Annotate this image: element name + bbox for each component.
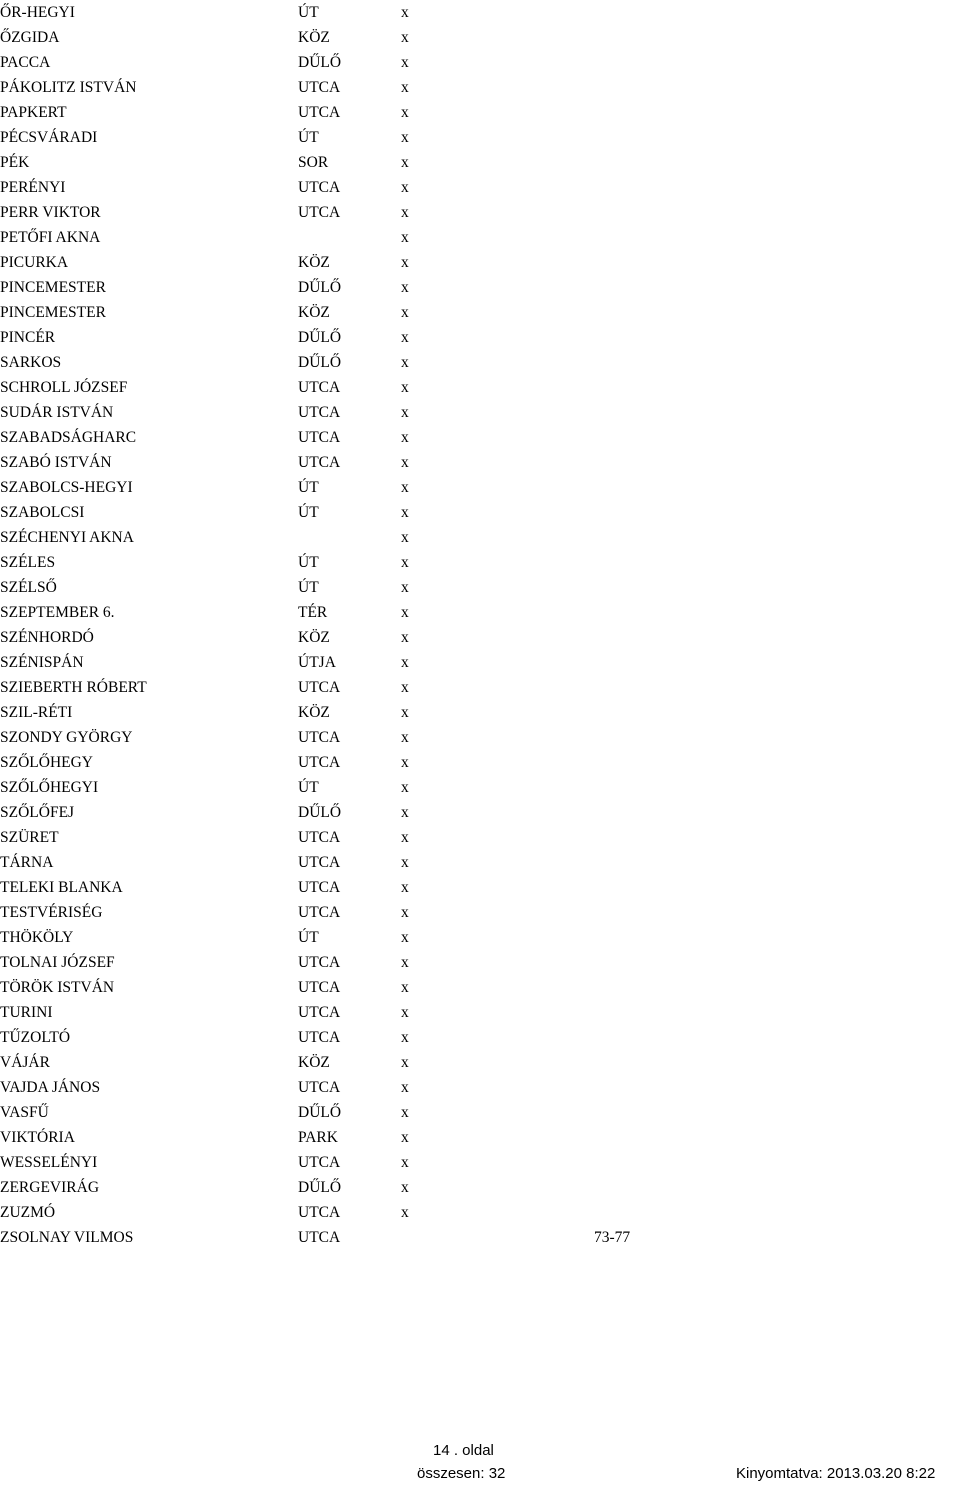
street-type: UTCA <box>298 404 341 421</box>
table-row <box>0 575 960 600</box>
table-row <box>0 525 960 550</box>
table-row <box>0 625 960 650</box>
x-mark: x <box>401 679 409 696</box>
street-name: TESTVÉRISÉG <box>0 904 103 921</box>
total-count: összesen: 32 <box>417 1465 506 1482</box>
x-mark: x <box>401 29 409 46</box>
street-type: UTCA <box>298 1079 341 1096</box>
x-mark: x <box>401 779 409 796</box>
x-mark: x <box>401 4 409 21</box>
table-row <box>0 1100 960 1125</box>
x-mark: x <box>401 1079 409 1096</box>
table-row <box>0 300 960 325</box>
x-mark: x <box>401 104 409 121</box>
x-mark: x <box>401 429 409 446</box>
table-row <box>0 350 960 375</box>
street-name: SZÉNHORDÓ <box>0 629 94 646</box>
table-row <box>0 225 960 250</box>
street-name: PÉCSVÁRADI <box>0 129 98 146</box>
street-type: UTCA <box>298 979 341 996</box>
street-type: DŰLŐ <box>298 279 342 296</box>
street-name: VÁJÁR <box>0 1054 50 1071</box>
table-row <box>0 1125 960 1150</box>
x-mark: x <box>401 1204 409 1221</box>
table-row <box>0 825 960 850</box>
x-mark: x <box>401 929 409 946</box>
x-mark: x <box>401 129 409 146</box>
x-mark: x <box>401 829 409 846</box>
x-mark: x <box>401 804 409 821</box>
street-type: ÚT <box>298 579 319 596</box>
street-name: SZABOLCS-HEGYI <box>0 479 133 496</box>
street-type: UTCA <box>298 1029 341 1046</box>
street-name: PÉK <box>0 154 30 171</box>
x-mark: x <box>401 954 409 971</box>
street-name: PACCA <box>0 54 51 71</box>
x-mark: x <box>401 729 409 746</box>
x-mark: x <box>401 554 409 571</box>
street-name: PINCEMESTER <box>0 304 106 321</box>
street-type: ÚT <box>298 929 319 946</box>
street-name: SZIEBERTH RÓBERT <box>0 679 147 696</box>
street-name: VASFŰ <box>0 1104 49 1121</box>
table-row <box>0 175 960 200</box>
table-row <box>0 475 960 500</box>
street-name: SZABOLCSI <box>0 504 85 521</box>
street-name: SZONDY GYÖRGY <box>0 729 133 746</box>
street-type: KÖZ <box>298 704 330 721</box>
table-row <box>0 900 960 925</box>
table-row <box>0 700 960 725</box>
table-row <box>0 450 960 475</box>
x-mark: x <box>401 379 409 396</box>
table-row <box>0 550 960 575</box>
street-name: PICURKA <box>0 254 69 271</box>
street-type: UTCA <box>298 104 341 121</box>
street-type: TÉR <box>298 604 328 621</box>
table-row <box>0 925 960 950</box>
table-row <box>0 1175 960 1200</box>
street-name: SUDÁR ISTVÁN <box>0 404 114 421</box>
street-type: ÚT <box>298 554 319 571</box>
table-row <box>0 75 960 100</box>
table-row <box>0 650 960 675</box>
street-type: DŰLŐ <box>298 329 342 346</box>
table-row <box>0 400 960 425</box>
street-name: SARKOS <box>0 354 62 371</box>
street-name: PINCÉR <box>0 329 56 346</box>
street-name: WESSELÉNYI <box>0 1154 98 1171</box>
x-mark: x <box>401 704 409 721</box>
street-name: TÁRNA <box>0 854 54 871</box>
street-type: UTCA <box>298 1004 341 1021</box>
x-mark: x <box>401 1179 409 1196</box>
x-mark: x <box>401 179 409 196</box>
table-row <box>0 725 960 750</box>
x-mark: x <box>401 1029 409 1046</box>
street-name: TŰZOLTÓ <box>0 1029 71 1046</box>
street-type: KÖZ <box>298 254 330 271</box>
x-mark: x <box>401 529 409 546</box>
street-name: ZUZMÓ <box>0 1204 56 1221</box>
street-name: TOLNAI JÓZSEF <box>0 954 115 971</box>
table-row <box>0 875 960 900</box>
page-number: 14 . oldal <box>433 1442 494 1459</box>
street-type: UTCA <box>298 729 341 746</box>
table-row <box>0 800 960 825</box>
x-mark: x <box>401 229 409 246</box>
house-number-range: 73-77 <box>594 1229 631 1246</box>
street-name: PETŐFI AKNA <box>0 229 101 246</box>
table-row <box>0 1000 960 1025</box>
street-type: UTCA <box>298 204 341 221</box>
table-row <box>0 275 960 300</box>
street-type: KÖZ <box>298 629 330 646</box>
street-type: PARK <box>298 1129 338 1146</box>
table-row <box>0 750 960 775</box>
street-type: DŰLŐ <box>298 1104 342 1121</box>
street-type: UTCA <box>298 854 341 871</box>
x-mark: x <box>401 1104 409 1121</box>
x-mark: x <box>401 79 409 96</box>
street-type: UTCA <box>298 1204 341 1221</box>
street-name: SZABADSÁGHARC <box>0 429 137 446</box>
street-type: ÚT <box>298 4 319 21</box>
street-name: THÖKÖLY <box>0 929 74 946</box>
table-row <box>0 150 960 175</box>
street-type: UTCA <box>298 679 341 696</box>
street-type: SOR <box>298 154 329 171</box>
street-type: UTCA <box>298 179 341 196</box>
street-type: KÖZ <box>298 304 330 321</box>
x-mark: x <box>401 579 409 596</box>
table-row <box>0 50 960 75</box>
table-row <box>0 125 960 150</box>
street-name: SZŐLŐHEGY <box>0 754 93 771</box>
table-row <box>0 950 960 975</box>
x-mark: x <box>401 1004 409 1021</box>
table-row <box>0 500 960 525</box>
street-name: PERR VIKTOR <box>0 204 101 221</box>
street-type: KÖZ <box>298 29 330 46</box>
street-name: SZÉNISPÁN <box>0 654 84 671</box>
street-name: TELEKI BLANKA <box>0 879 123 896</box>
street-name: ZERGEVIRÁG <box>0 1179 100 1196</box>
table-row <box>0 1050 960 1075</box>
street-name: TURINI <box>0 1004 53 1021</box>
table-row <box>0 200 960 225</box>
street-name: SZEPTEMBER 6. <box>0 604 115 621</box>
street-type: DŰLŐ <box>298 354 342 371</box>
x-mark: x <box>401 204 409 221</box>
table-row <box>0 1150 960 1175</box>
street-name: VIKTÓRIA <box>0 1129 75 1146</box>
street-name: PAPKERT <box>0 104 67 121</box>
street-type: UTCA <box>298 379 341 396</box>
table-row <box>0 775 960 800</box>
table-row <box>0 675 960 700</box>
street-type: DŰLŐ <box>298 804 342 821</box>
street-name: SZÉCHENYI AKNA <box>0 529 134 546</box>
x-mark: x <box>401 154 409 171</box>
x-mark: x <box>401 454 409 471</box>
x-mark: x <box>401 304 409 321</box>
street-type: UTCA <box>298 1154 341 1171</box>
street-type: UTCA <box>298 829 341 846</box>
x-mark: x <box>401 329 409 346</box>
page-footer <box>0 1438 960 1484</box>
street-name: ZSOLNAY VILMOS <box>0 1229 134 1246</box>
street-type: ÚT <box>298 129 319 146</box>
table-row <box>0 325 960 350</box>
street-type: DŰLŐ <box>298 1179 342 1196</box>
street-type: ÚT <box>298 779 319 796</box>
street-name: ŐZGIDA <box>0 29 60 46</box>
table-row <box>0 600 960 625</box>
x-mark: x <box>401 1154 409 1171</box>
table-row <box>0 1025 960 1050</box>
street-name: VAJDA JÁNOS <box>0 1079 101 1096</box>
street-name: SCHROLL JÓZSEF <box>0 379 128 396</box>
table-row <box>0 1075 960 1100</box>
table-row <box>0 850 960 875</box>
x-mark: x <box>401 1054 409 1071</box>
table-row <box>0 100 960 125</box>
x-mark: x <box>401 354 409 371</box>
x-mark: x <box>401 479 409 496</box>
street-type: KÖZ <box>298 1054 330 1071</box>
table-row <box>0 1225 960 1250</box>
x-mark: x <box>401 979 409 996</box>
print-timestamp: Kinyomtatva: 2013.03.20 8:22 <box>736 1465 936 1482</box>
street-type: UTCA <box>298 754 341 771</box>
street-name: SZABÓ ISTVÁN <box>0 454 112 471</box>
street-name: SZÜRET <box>0 829 59 846</box>
x-mark: x <box>401 604 409 621</box>
table-row <box>0 375 960 400</box>
street-type: UTCA <box>298 429 341 446</box>
street-type: ÚT <box>298 479 319 496</box>
x-mark: x <box>401 754 409 771</box>
street-name: PÁKOLITZ ISTVÁN <box>0 79 137 96</box>
table-row <box>0 1200 960 1225</box>
street-name: SZIL-RÉTI <box>0 704 73 721</box>
x-mark: x <box>401 879 409 896</box>
street-type: UTCA <box>298 879 341 896</box>
x-mark: x <box>401 254 409 271</box>
street-type: UTCA <box>298 1229 341 1246</box>
street-name: PERÉNYI <box>0 179 66 196</box>
street-name: PINCEMESTER <box>0 279 106 296</box>
street-name: SZÉLES <box>0 554 56 571</box>
table-row <box>0 250 960 275</box>
x-mark: x <box>401 504 409 521</box>
street-name: TÖRÖK ISTVÁN <box>0 979 115 996</box>
street-name: SZŐLŐFEJ <box>0 804 75 821</box>
table-row <box>0 0 960 25</box>
x-mark: x <box>401 1129 409 1146</box>
x-mark: x <box>401 654 409 671</box>
x-mark: x <box>401 279 409 296</box>
street-name: ŐR-HEGYI <box>0 4 75 21</box>
x-mark: x <box>401 404 409 421</box>
x-mark: x <box>401 854 409 871</box>
table-row <box>0 975 960 1000</box>
x-mark: x <box>401 904 409 921</box>
table-row <box>0 25 960 50</box>
table-row <box>0 425 960 450</box>
street-type: DŰLŐ <box>298 54 342 71</box>
street-type: UTCA <box>298 454 341 471</box>
x-mark: x <box>401 54 409 71</box>
street-type: UTCA <box>298 904 341 921</box>
street-name: SZŐLŐHEGYI <box>0 779 99 796</box>
street-type: ÚT <box>298 504 319 521</box>
street-name: SZÉLSŐ <box>0 579 57 596</box>
street-type: UTCA <box>298 79 341 96</box>
street-type: UTCA <box>298 954 341 971</box>
street-type: ÚTJA <box>298 654 336 671</box>
x-mark: x <box>401 629 409 646</box>
